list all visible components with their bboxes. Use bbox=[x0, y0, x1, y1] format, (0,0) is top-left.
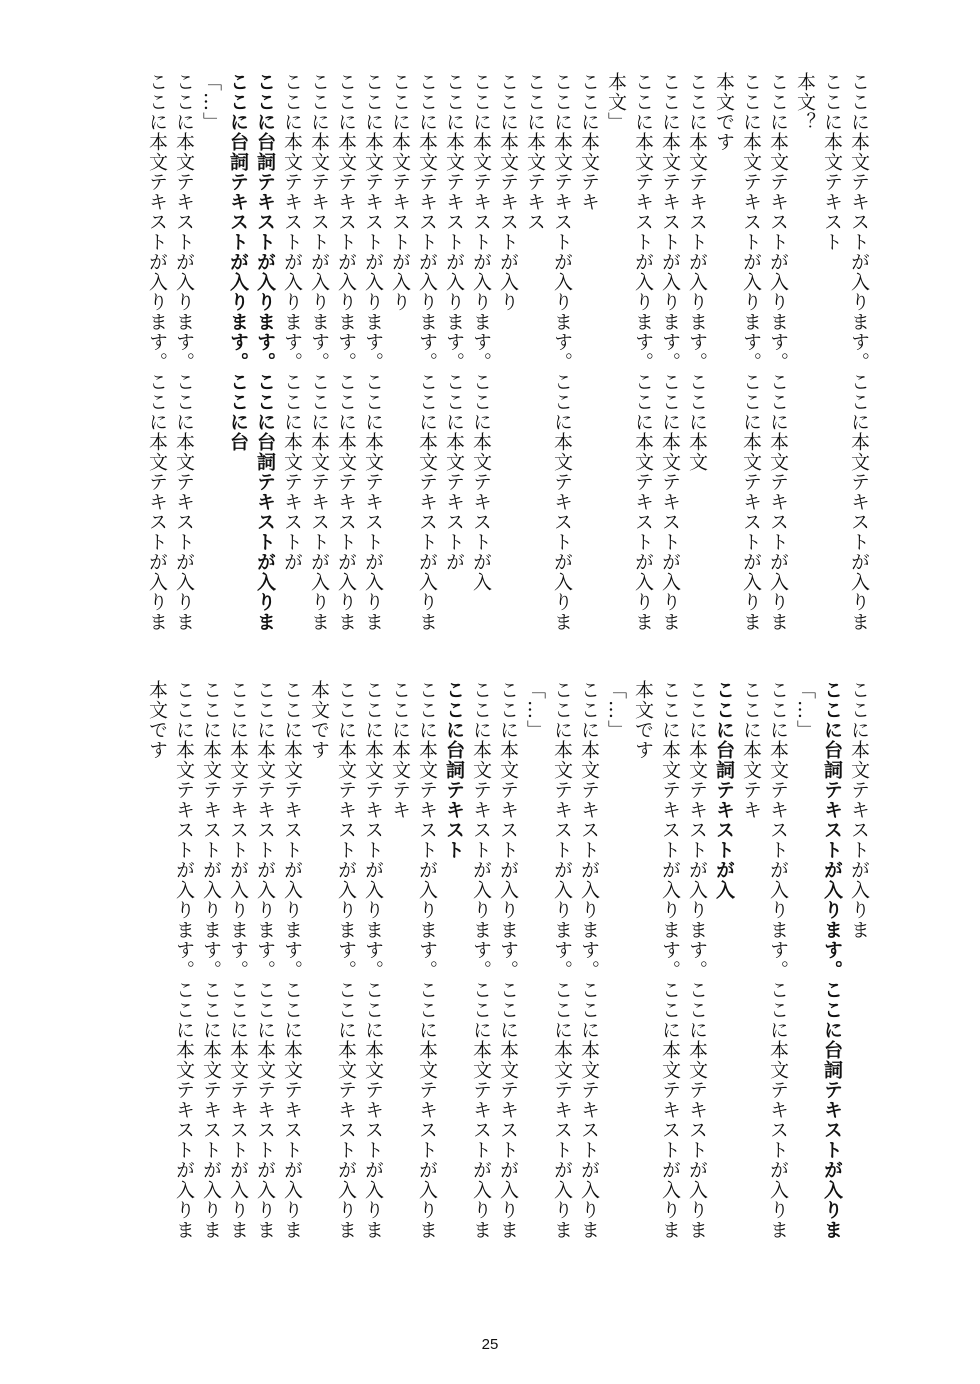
text-line: ここに本文テキストが入ります。ここに本文テキストが入りま bbox=[281, 680, 303, 1240]
text-line: 「…」 bbox=[794, 680, 816, 740]
text-line: ここに本文テキ bbox=[578, 72, 600, 212]
text-line: ここに本文テキス bbox=[524, 72, 546, 232]
dialogue-line: ここに台詞テキストが入ります。ここに台 bbox=[227, 72, 249, 452]
text-line: ここに本文テキストが入ります。ここに本文テキストが入りま bbox=[686, 680, 708, 1240]
text-line: ここに本文テキストが入ります。ここに本文テキストが入りま bbox=[578, 680, 600, 1240]
text-line: ここに本文テキストが入ります。ここに本文テキストが入りま bbox=[659, 72, 681, 632]
text-line: ここに本文テキストが入ります。ここに本文テキストが入りま bbox=[146, 72, 168, 632]
text-line: ここに本文テキストが入りま bbox=[848, 680, 870, 940]
text-line: ここに本文テキストが入ります。ここに本文テキストが入りま bbox=[200, 680, 222, 1240]
text-line: ここに本文テキストが入ります。ここに本文テキストが入りま bbox=[848, 72, 870, 632]
text-line: ここに本文テキストが入ります。ここに本文テキストが入りま bbox=[659, 680, 681, 1240]
text-line: ここに本文テキ bbox=[389, 680, 411, 820]
text-line: ここに本文テキストが入ります。ここに本文テキストが入りま bbox=[227, 680, 249, 1240]
text-line: 本文」 bbox=[605, 72, 627, 132]
text-line: 「…」 bbox=[524, 680, 546, 740]
text-line: 本文です bbox=[308, 680, 330, 760]
text-block-upper bbox=[143, 72, 872, 657]
text-line: ここに本文テキストが入ります。ここに本文テキストが入りま bbox=[740, 72, 762, 632]
text-line: ここに本文テキストが入ります。ここに本文テキストが入りま bbox=[551, 72, 573, 632]
dialogue-line: ここに台詞テキストが入ります。ここに台詞テキストが入りま bbox=[821, 680, 843, 1240]
text-line: ここに本文テキストが入ります。ここに本文テキストが bbox=[443, 72, 465, 572]
text-line: ここに本文テキストが入ります。ここに本文テキストが入 bbox=[470, 72, 492, 592]
text-line: ここに本文テキストが入ります。ここに本文テキストが入りま bbox=[416, 680, 438, 1240]
text-line: ここに本文テキストが入ります。ここに本文テキストが入りま bbox=[335, 72, 357, 632]
text-line: ここに本文テキ bbox=[740, 680, 762, 820]
dialogue-line: ここに台詞テキストが入 bbox=[713, 680, 735, 900]
text-line: ここに本文テキストが入ります。ここに本文テキストが入りま bbox=[362, 680, 384, 1240]
text-line: ここに本文テキストが入ります。ここに本文テキストが入りま bbox=[362, 72, 384, 632]
text-line: 本文です bbox=[146, 680, 168, 760]
text-line: ここに本文テキストが入ります。ここに本文テキストが入りま bbox=[497, 680, 519, 1240]
text-line: ここに本文テキストが入ります。ここに本文テキストが入りま bbox=[767, 72, 789, 632]
text-line: ここに本文テキストが入ります。ここに本文 bbox=[686, 72, 708, 472]
text-line: ここに本文テキストが入ります。ここに本文テキストが入りま bbox=[254, 680, 276, 1240]
text-line: 「…」 bbox=[605, 680, 627, 740]
text-line: 本文？ bbox=[794, 72, 816, 132]
text-line: ここに本文テキストが入ります。ここに本文テキストが入りま bbox=[173, 680, 195, 1240]
text-line: 「…」 bbox=[200, 72, 222, 132]
text-block-lower bbox=[143, 680, 872, 1270]
text-line: ここに本文テキストが入ります。ここに本文テキストが入りま bbox=[416, 72, 438, 632]
text-line: 本文です bbox=[632, 680, 654, 760]
text-line: ここに本文テキストが入ります。ここに本文テキストが bbox=[281, 72, 303, 572]
page-number: 25 bbox=[481, 1336, 499, 1353]
text-line: ここに本文テキストが入ります。ここに本文テキストが入りま bbox=[335, 680, 357, 1240]
text-line: ここに本文テキストが入り bbox=[497, 72, 519, 312]
text-line: ここに本文テキストが入ります。ここに本文テキストが入りま bbox=[470, 680, 492, 1240]
text-line: ここに本文テキストが入ります。ここに本文テキストが入りま bbox=[308, 72, 330, 632]
text-line: ここに本文テキストが入ります。ここに本文テキストが入りま bbox=[551, 680, 573, 1240]
text-line: ここに本文テキストが入ります。ここに本文テキストが入りま bbox=[632, 72, 654, 632]
text-line: 本文です bbox=[713, 72, 735, 152]
text-line: ここに本文テキストが入ります。ここに本文テキストが入りま bbox=[767, 680, 789, 1240]
text-line: ここに本文テキストが入り bbox=[389, 72, 411, 312]
text-line: ここに本文テキスト bbox=[821, 72, 843, 252]
dialogue-line: ここに台詞テキストが入ります。ここに台詞テキストが入りま bbox=[254, 72, 276, 632]
dialogue-line: ここに台詞テキスト bbox=[443, 680, 465, 860]
text-line: ここに本文テキストが入ります。ここに本文テキストが入りま bbox=[173, 72, 195, 632]
